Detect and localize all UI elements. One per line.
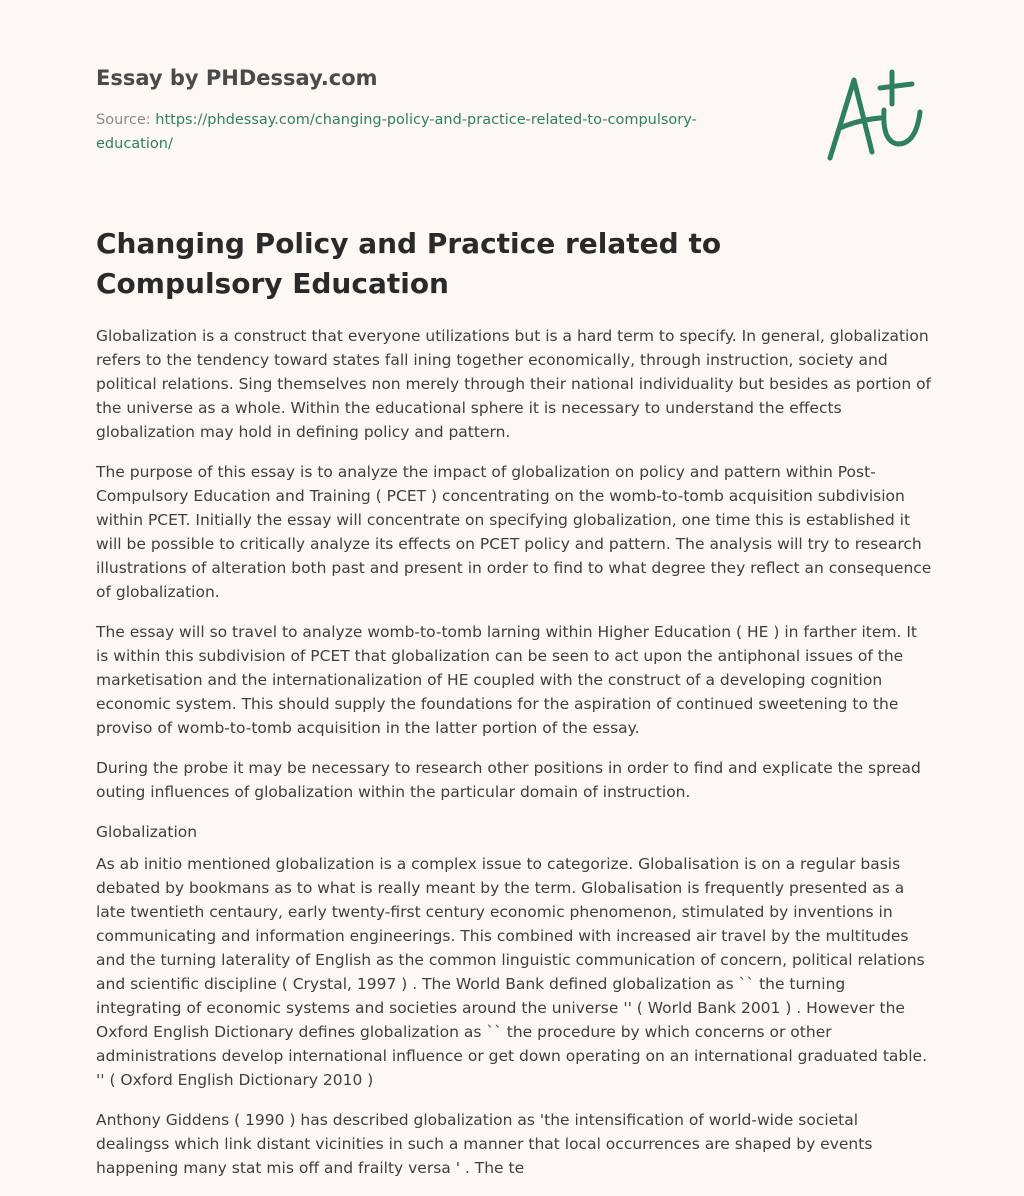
source-link[interactable] (96, 112, 697, 152)
a-plus-logo-icon (822, 68, 926, 164)
paragraph: The purpose of this essay is to analyze the impact of globalization on policy and pattern within Post-Compulsory Education and Training ( PCET ) concentrating on the womb-to-tomb acquisition subdivision within PCET. Initially the essay will concentrate on specifying globalization, one time this is established it will be possible to critically analyze its effects on PCET policy and pattern. The analysis will try to research illustrations of alteration both past and present in order to find to what degree they reflect an consequence of globalization. (96, 463, 932, 601)
paragraph: Globalization is a construct that everyone utilizations but is a hard term to specify. In general, globalization refers to the tendency toward states fall ining together economically, through instruction, society and political relations. Sing themselves non merely through their national individuality but besides as portion of the universe as a whole. Within the educational sphere it is necessary to understand the effects globalization may hold in defining policy and pattern. (96, 327, 932, 441)
paragraph: As ab initio mentioned globalization is a complex issue to categorize. Globalisation is on a regular basis debated by bookmans as to what is really meant by the term. Globalisation is frequently presented as a late twentieth centaury, early twenty-first century economic phenomenon, stimulated by inventions in communicating and information engineerings. This combined with increased air travel by the multitudes and the turning laterality of English as the common linguistic communication of concern, political relations and scientific discipline ( Crystal, 1997 ) . The World Bank defined globalization as `` the turning integrating of economic systems and societies around the universe '' ( World Bank 2001 ) . However the Oxford English Dictionary defines globalization as `` the procedure by which concerns or other administrations develop international influence or get down operating on an international graduated table. '' ( Oxford English Dictionary 2010 ) (96, 855, 927, 1089)
paragraph: Anthony Giddens ( 1990 ) has described globalization as 'the intensification of world-wide societal dealingss which link distant vicinities in such a manner that local occurrences are shaped by events happening many stat mis off and frailty versa ' . The te (96, 1111, 873, 1177)
paragraph: During the probe it may be necessary to research other positions in order to find and explicate the spread outing influences of globalization within the particular domain of instruction. (96, 759, 921, 801)
section-heading: Globalization (96, 823, 198, 841)
essay-title: Changing Policy and Practice related to Compulsory Education (96, 227, 722, 300)
brand-title: Essay by PHDessay.com (96, 66, 378, 90)
source-label: Source: (96, 112, 156, 128)
paragraph: The essay will so travel to analyze womb-to-tomb larning within Higher Education ( HE ) in farther item. It is within this subdivision of PCET that globalization can be seen to act upon the antiphonal issues of the marketisation and the internationalization of HE coupled with the construct of a developing cognition economic system. This should supply the foundations for the aspiration of continued sweetening to the proviso of womb-to-tomb acquisition in the latter portion of the essay. (96, 623, 917, 737)
source-link-line1: https://phdessay.com/changing-policy-and-practice-related-to-compulsory- (155, 112, 697, 128)
page-header (96, 62, 756, 156)
essay-body (96, 324, 932, 1196)
a-plus-logo-graphic (822, 68, 926, 164)
source-line (96, 108, 756, 156)
source-link-line2: education/ (96, 136, 173, 152)
